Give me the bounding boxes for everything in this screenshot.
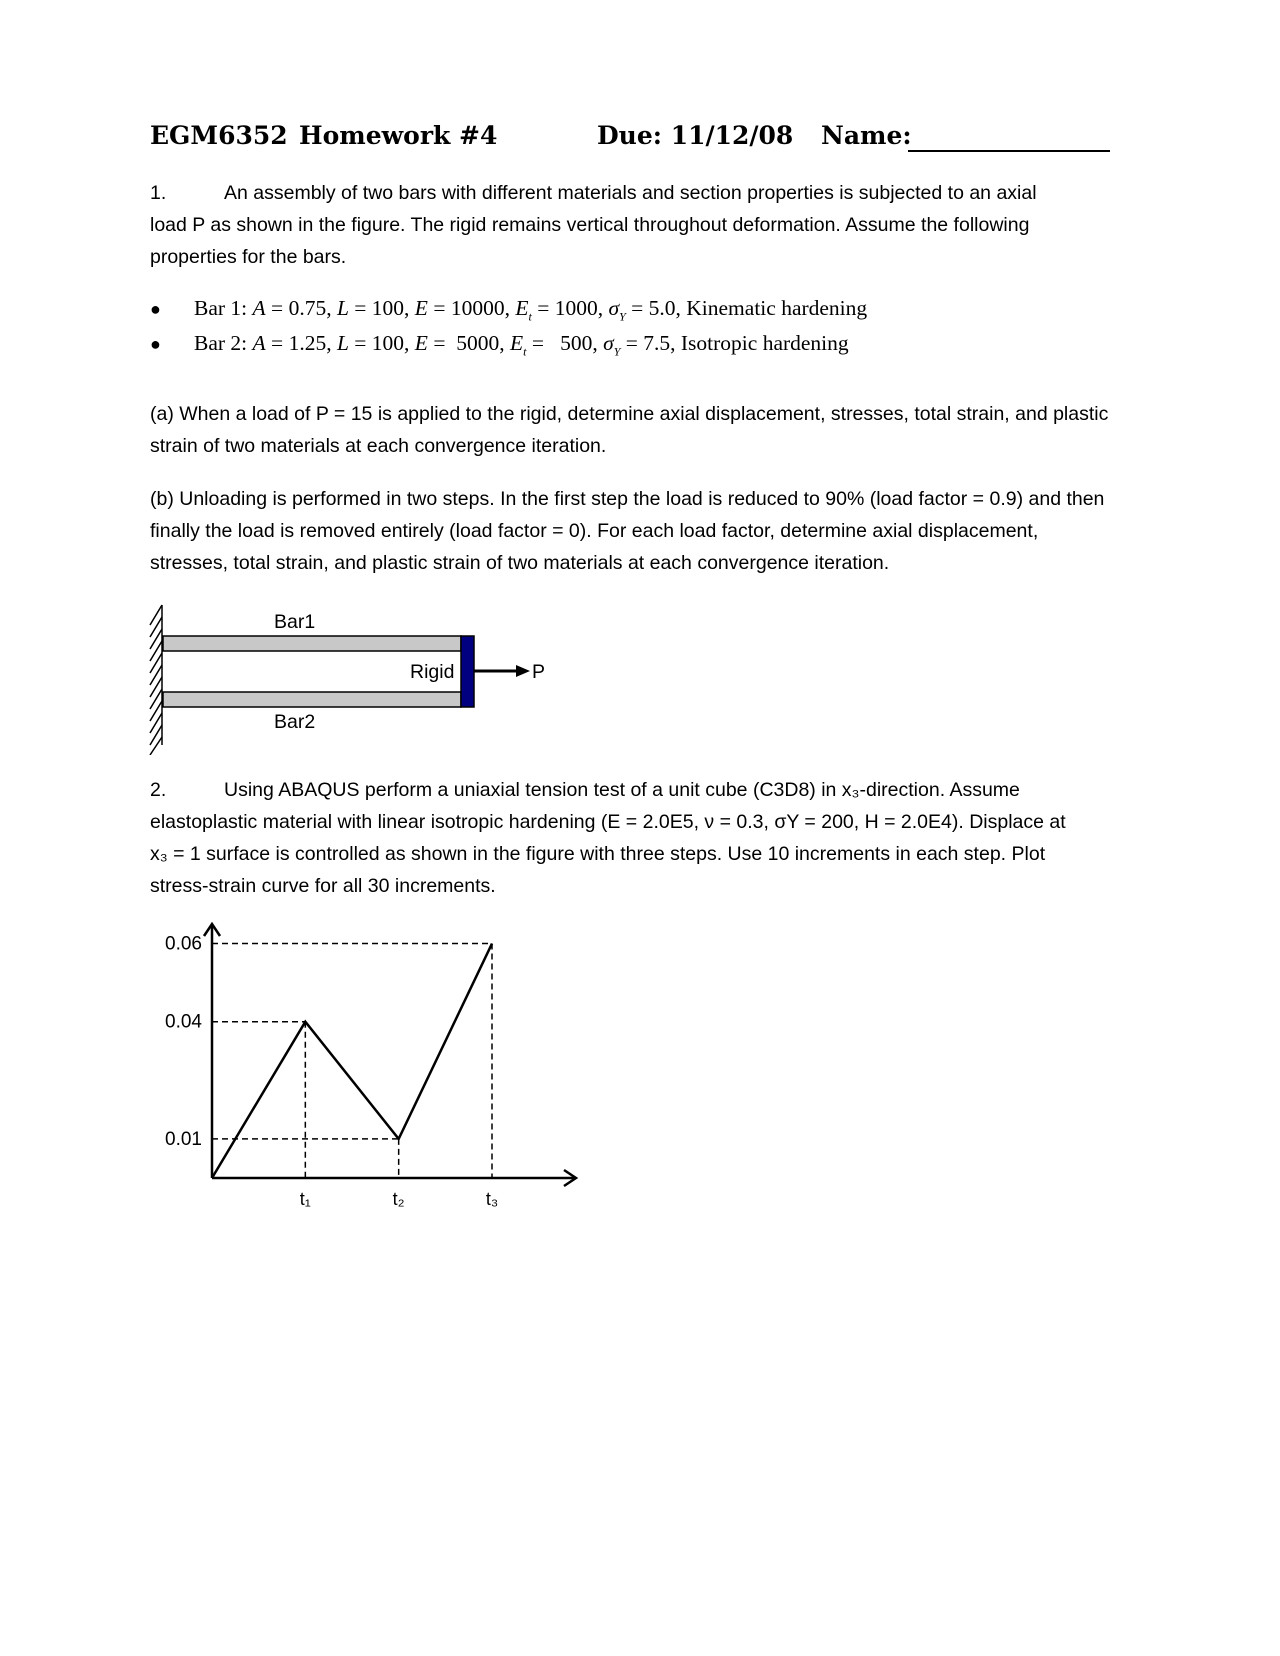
wall-hatch-icon (150, 605, 162, 755)
load-label: P (532, 661, 546, 683)
problem1-intro (150, 177, 1120, 273)
bar1-text: Bar 1: A = 0.75, L = 100, E = 10000, $E_t = 1000$, $\sigma_Y = 5.0$, Kinematic hardening (194, 296, 868, 324)
y-tick-label: 0.06 (165, 933, 202, 955)
chart-marks (212, 944, 492, 1178)
y-tick-label: 0.04 (165, 1011, 202, 1033)
bar2-label: Bar2 (274, 711, 316, 733)
bar1-label: Bar1 (274, 611, 316, 633)
bar2-properties (150, 330, 867, 365)
bar-assembly-figure (140, 595, 560, 755)
part-a: (a) When a load of P = 15 is applied to the rigid, determine axial displacement, stresses, total strain, and plastic strain of two materials at each convergence iteration. (150, 403, 1109, 457)
course-code: EGM6352 (150, 121, 288, 150)
part-b: (b) Unloading is performed in two steps. In the first step the load is reduced to 90% (load factor = 0.9) and then finally the load is removed entirely (load factor = 0). For each load factor, determine axial displacement, stresses, total strain, and plastic strain of two materials at each convergence iteration. (150, 488, 1105, 574)
y-tick-label: 0.01 (165, 1128, 202, 1150)
due-date: Due: 11/12/08 (597, 121, 794, 150)
bar-properties-list (150, 295, 867, 366)
problem2-line4: stress-strain curve for all 30 increments. (150, 875, 496, 897)
problem2-text (150, 774, 1120, 902)
bullet-icon: ● (150, 334, 161, 355)
problem2-line3: x₃ = 1 surface is controlled as shown in the figure with three steps. Use 10 increments in each step. Plot (150, 843, 1046, 865)
problem1-line1: An assembly of two bars with different materials and section properties is subjected to an axial (224, 182, 1037, 204)
displacement-series-line (212, 944, 492, 1178)
bullet-icon: ● (150, 299, 161, 319)
problem2-number: 2. (150, 779, 167, 801)
x-tick-label: t₁ (299, 1189, 311, 1209)
problem1-number: 1. (150, 182, 167, 204)
displacement-history-chart (150, 920, 590, 1210)
bar1-properties (150, 295, 867, 330)
rigid-label: Rigid (410, 661, 455, 683)
problem2-line1: Using ABAQUS perform a uniaxial tension test of a unit cube (C3D8) in x₃-direction. Assume (224, 779, 1020, 801)
name-label: Name: (821, 121, 912, 150)
x-tick-label: t₃ (485, 1189, 499, 1209)
chart-labels (165, 934, 498, 1209)
bar1-shape (163, 636, 461, 651)
problem1-rest: load P as shown in the figure. The rigid remains vertical throughout deformation. Assume the following properties for the bars. (150, 214, 1030, 268)
rigid-plate (461, 636, 474, 707)
x-tick-label: t₂ (392, 1189, 405, 1209)
homework-title: Homework #4 (299, 121, 498, 150)
chart-guides (212, 944, 492, 1178)
problem2-line2: elastoplastic material with linear isotropic hardening (E = 2.0E5, ν = 0.3, σY = 200, H = 2.0E4). Displace at (150, 811, 1066, 833)
bar2-text: Bar 2: A = 1.25, L = 100, E = 5000, $E_t = 500$, $\sigma_Y = 7.5$, Isotropic hardening (194, 331, 849, 359)
name-blank (908, 150, 1110, 152)
bar2-shape (163, 692, 461, 707)
load-arrow-icon (516, 665, 530, 677)
